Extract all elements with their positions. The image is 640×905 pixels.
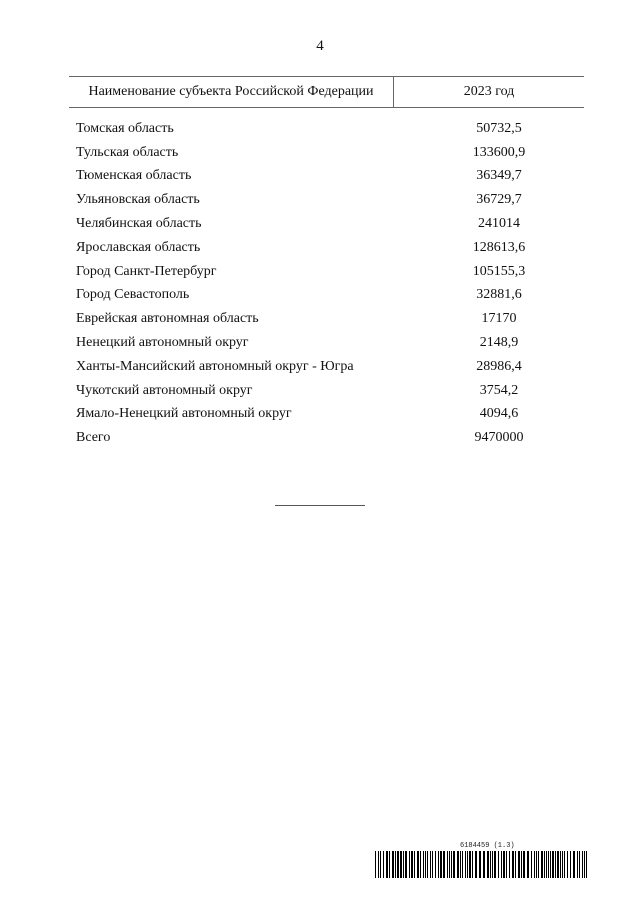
table-row — [76, 284, 584, 308]
end-of-document-line — [275, 505, 365, 506]
row-value: 28986,4 — [476, 358, 522, 374]
row-subject-name: Еврейская автономная область — [76, 311, 259, 327]
row-subject-name: Тульская область — [76, 144, 179, 160]
row-subject-name: Ярославская область — [76, 239, 201, 255]
barcode — [375, 842, 590, 878]
row-subject-name: Челябинская область — [76, 216, 202, 232]
row-value: 17170 — [481, 311, 517, 327]
table-row — [76, 117, 584, 141]
table-row — [76, 403, 584, 427]
row-subject-name: Ямало-Ненецкий автономный округ — [76, 406, 292, 422]
table-row — [76, 307, 584, 331]
row-subject-name: Ханты-Мансийский автономный округ - Югра — [76, 358, 354, 374]
row-value: 3754,2 — [479, 382, 519, 398]
row-value: 2148,9 — [479, 335, 519, 351]
column-header-year: 2023 год — [463, 84, 515, 99]
row-value: 241014 — [478, 216, 520, 232]
row-value: 32881,6 — [476, 287, 522, 303]
column-header-subject: Наименование субъекта Российской Федерации — [69, 77, 394, 107]
table-row-total — [76, 426, 584, 450]
table-row — [76, 141, 584, 165]
table-row — [76, 331, 584, 355]
row-subject-name: Томская область — [76, 120, 174, 136]
page-number: 4 — [316, 38, 324, 54]
row-subject-name: Ненецкий автономный округ — [76, 335, 249, 351]
table-row — [76, 355, 584, 379]
row-value: 128613,6 — [472, 239, 526, 255]
table-body — [76, 117, 584, 450]
row-subject-name: Всего — [76, 430, 111, 446]
table-row — [76, 212, 584, 236]
row-subject-name: Чукотский автономный округ — [76, 382, 253, 398]
row-subject-name: Город Севастополь — [76, 287, 190, 303]
table-row — [76, 260, 584, 284]
barcode-code: 6184459 (1.3) — [460, 842, 515, 850]
table-header — [69, 76, 584, 108]
row-value: 133600,9 — [472, 144, 526, 160]
row-value: 36349,7 — [476, 168, 522, 184]
barcode-icon — [375, 851, 590, 878]
row-value: 9470000 — [474, 430, 524, 446]
row-value: 4094,6 — [479, 406, 519, 422]
row-subject-name: Тюменская область — [76, 168, 192, 184]
table-row — [76, 165, 584, 189]
table-row — [76, 236, 584, 260]
row-value: 36729,7 — [476, 192, 522, 208]
row-value: 105155,3 — [472, 263, 526, 279]
row-subject-name: Ульяновская область — [76, 192, 200, 208]
row-value: 50732,5 — [476, 120, 522, 136]
table-row — [76, 188, 584, 212]
table-row — [76, 379, 584, 403]
row-subject-name: Город Санкт-Петербург — [76, 263, 217, 279]
